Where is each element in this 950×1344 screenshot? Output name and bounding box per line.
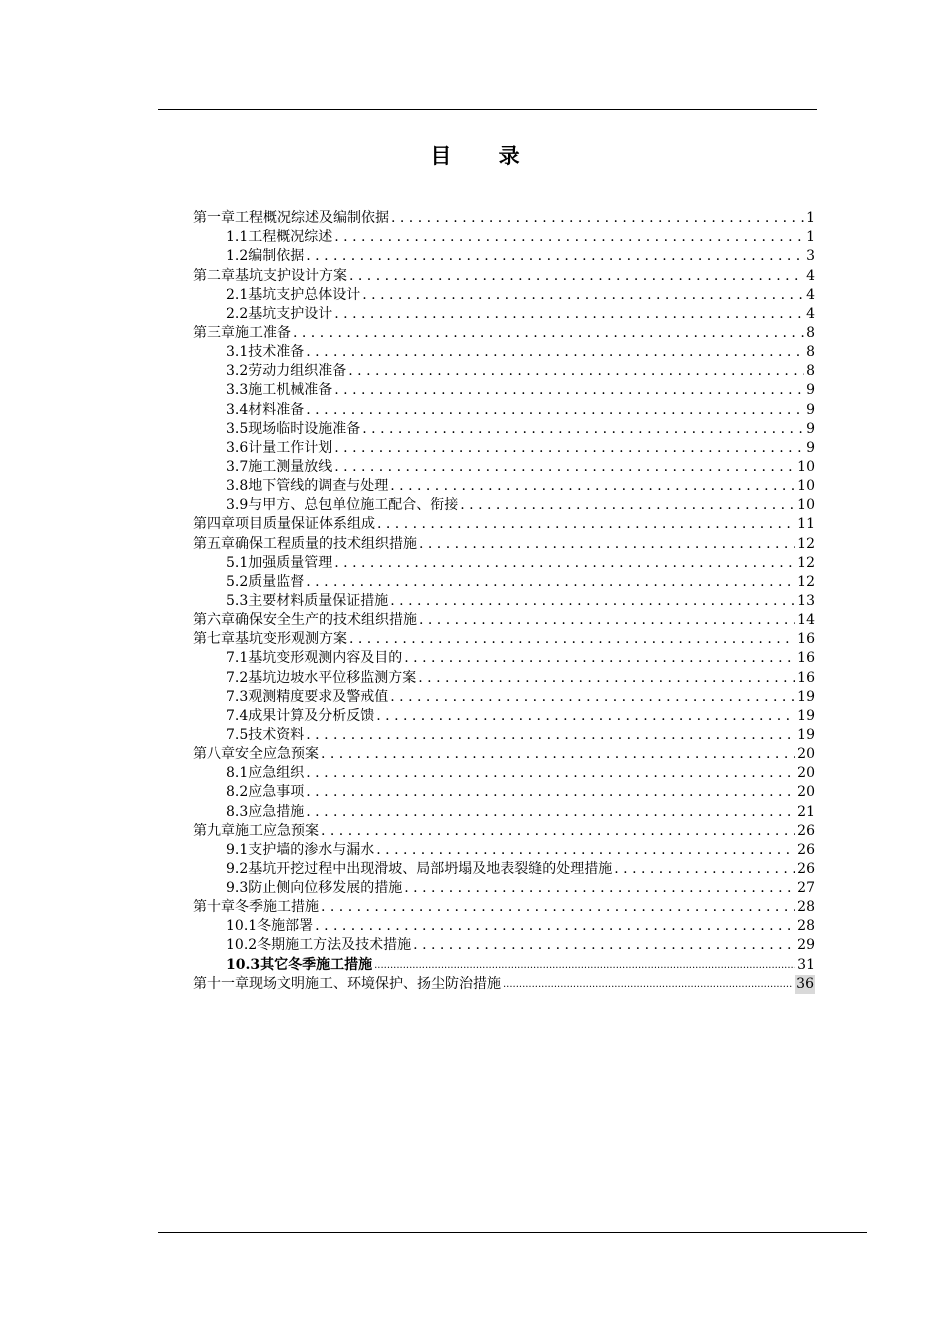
toc-entry-label: 项目质量保证体系组成 bbox=[235, 516, 375, 533]
toc-dot-leader bbox=[315, 917, 795, 936]
toc-entry-label: 材料准备 bbox=[248, 401, 305, 418]
toc-dot-leader bbox=[362, 420, 804, 439]
toc-section-entry[interactable] bbox=[193, 955, 815, 974]
toc-page-number: 13 bbox=[797, 592, 815, 609]
toc-page-number: 3 bbox=[806, 248, 815, 265]
toc-page-number: 31 bbox=[797, 956, 815, 973]
toc-page-number: 16 bbox=[797, 631, 815, 648]
toc-section-entry[interactable] bbox=[193, 764, 815, 783]
toc-chapter-entry[interactable] bbox=[193, 745, 815, 764]
toc-dot-leader bbox=[306, 803, 795, 822]
toc-section-number: 3.3 bbox=[226, 382, 249, 399]
toc-page-number: 21 bbox=[797, 803, 815, 820]
toc-entry-label: 观测精度要求及警戒值 bbox=[248, 688, 389, 705]
page-title: 目 录 bbox=[430, 144, 540, 168]
toc-section-entry[interactable] bbox=[193, 305, 815, 324]
toc-page-number: 36 bbox=[796, 975, 814, 992]
toc-dot-leader bbox=[413, 936, 795, 955]
toc-dot-leader bbox=[321, 822, 795, 841]
toc-section-number: 9.1 bbox=[226, 841, 249, 858]
toc-page-number: 9 bbox=[806, 382, 815, 399]
toc-dot-leader bbox=[306, 573, 795, 592]
toc-page-number: 9 bbox=[806, 420, 815, 437]
toc-page-number: 16 bbox=[797, 650, 815, 667]
toc-entry-label: 主要材料质量保证措施 bbox=[248, 592, 389, 609]
toc-entry-label: 施工准备 bbox=[235, 324, 291, 341]
toc-section-number: 3.5 bbox=[226, 420, 249, 437]
toc-dot-leader bbox=[362, 286, 804, 305]
toc-page-number: 19 bbox=[797, 726, 815, 743]
toc-section-number: 7.4 bbox=[226, 707, 249, 724]
toc-section-entry[interactable] bbox=[193, 726, 815, 745]
toc-entry-label: 施工应急预案 bbox=[235, 822, 319, 839]
toc-page-number: 27 bbox=[797, 880, 815, 897]
toc-section-entry[interactable] bbox=[193, 362, 815, 381]
toc-section-number: 1.1 bbox=[226, 229, 249, 246]
toc-section-number: 9.3 bbox=[226, 880, 249, 897]
toc-dot-leader bbox=[334, 381, 804, 400]
toc-section-entry[interactable] bbox=[193, 649, 815, 668]
toc-section-entry[interactable] bbox=[193, 707, 815, 726]
toc-dot-leader bbox=[614, 860, 795, 879]
toc-chapter-number: 第九章 bbox=[193, 822, 235, 839]
toc-page-number: 19 bbox=[797, 707, 815, 724]
toc-chapter-entry[interactable] bbox=[193, 515, 815, 534]
toc-section-number: 8.3 bbox=[226, 803, 249, 820]
toc-dot-leader bbox=[377, 515, 795, 534]
toc-section-number: 5.2 bbox=[226, 573, 249, 590]
toc-page-number: 8 bbox=[806, 324, 815, 341]
toc-section-entry[interactable] bbox=[193, 860, 815, 879]
toc-chapter-number: 第四章 bbox=[193, 516, 235, 533]
toc-page-number: 26 bbox=[797, 860, 815, 877]
toc-chapter-number: 第七章 bbox=[193, 631, 235, 648]
toc-entry-label: 支护墙的渗水与漏水 bbox=[248, 841, 375, 858]
toc-dot-leader bbox=[390, 477, 795, 496]
toc-dot-leader bbox=[306, 343, 804, 362]
toc-page-number: 9 bbox=[806, 401, 815, 418]
toc-section-entry[interactable] bbox=[193, 668, 815, 687]
toc-entry-label: 成果计算及分析反馈 bbox=[248, 707, 375, 724]
toc-entry-label: 基坑支护设计方案 bbox=[235, 267, 347, 284]
toc-section-number: 5.1 bbox=[226, 554, 249, 571]
toc-entry-label: 基坑变形观测方案 bbox=[235, 631, 347, 648]
toc-section-number: 3.9 bbox=[226, 497, 249, 514]
toc-entry-label: 质量监督 bbox=[248, 573, 305, 590]
header-rule bbox=[158, 109, 817, 110]
toc-page-number: 16 bbox=[797, 669, 815, 686]
toc-page-number: 8 bbox=[806, 363, 815, 380]
toc-page-number: 12 bbox=[797, 535, 815, 552]
toc-page-number: 9 bbox=[806, 439, 815, 456]
toc-entry-label: 基坑变形观测内容及目的 bbox=[248, 650, 403, 667]
toc-dot-leader bbox=[293, 324, 804, 343]
toc-entry-label: 应急组织 bbox=[248, 765, 305, 782]
toc-page-number: 10 bbox=[797, 497, 815, 514]
toc-entry-label: 基坑开挖过程中出现滑坡、局部坍塌及地表裂缝的处理措施 bbox=[248, 860, 613, 877]
toc-page-number: 28 bbox=[797, 899, 815, 916]
toc-section-number: 1.2 bbox=[226, 248, 249, 265]
toc-dot-leader bbox=[418, 669, 795, 688]
toc-dot-leader bbox=[306, 247, 804, 266]
toc-section-entry[interactable] bbox=[193, 573, 815, 592]
toc-entry-label: 现场文明施工、环境保护、扬尘防治措施 bbox=[249, 975, 501, 992]
toc-section-entry[interactable] bbox=[193, 458, 815, 477]
toc-section-number: 7.2 bbox=[226, 669, 249, 686]
toc-chapter-number: 第十一章 bbox=[193, 975, 249, 992]
toc-section-entry[interactable] bbox=[193, 381, 815, 400]
toc-entry-label: 现场临时设施准备 bbox=[248, 420, 361, 437]
toc-chapter-entry[interactable] bbox=[193, 611, 815, 630]
toc-page-number: 11 bbox=[797, 516, 815, 533]
toc-section-entry[interactable] bbox=[193, 420, 815, 439]
toc-chapter-number: 第十章 bbox=[193, 899, 235, 916]
toc-section-entry[interactable] bbox=[193, 228, 815, 247]
toc-chapter-entry[interactable] bbox=[193, 266, 815, 285]
toc-section-number: 2.2 bbox=[226, 305, 249, 322]
footer-rule bbox=[158, 1232, 867, 1233]
toc-dot-leader bbox=[334, 228, 804, 247]
toc-section-entry[interactable] bbox=[193, 841, 815, 860]
toc-page-number: 19 bbox=[797, 688, 815, 705]
toc-entry-label: 防止侧向位移发展的措施 bbox=[248, 880, 403, 897]
toc-chapter-number: 第五章 bbox=[193, 535, 235, 552]
toc-entry-label: 冬期施工方法及技术措施 bbox=[257, 937, 412, 954]
toc-page-number: 20 bbox=[797, 765, 815, 782]
toc-section-number: 10.3 bbox=[226, 956, 261, 973]
toc-section-entry[interactable] bbox=[193, 343, 815, 362]
toc-entry-label: 确保安全生产的技术组织措施 bbox=[235, 612, 417, 629]
toc-page-number: 4 bbox=[806, 267, 815, 284]
toc-dot-leader bbox=[404, 649, 795, 668]
toc-entry-label: 施工机械准备 bbox=[248, 382, 333, 399]
toc-section-entry[interactable] bbox=[193, 286, 815, 305]
toc-page-number: 12 bbox=[797, 554, 815, 571]
toc-section-number: 3.6 bbox=[226, 439, 249, 456]
toc-page-number: 20 bbox=[797, 746, 815, 763]
toc-section-entry[interactable] bbox=[193, 917, 815, 936]
toc-page-number: 14 bbox=[797, 612, 815, 629]
toc-entry-label: 应急措施 bbox=[248, 803, 305, 820]
toc-section-number: 3.2 bbox=[226, 363, 249, 380]
toc-section-entry[interactable] bbox=[193, 688, 815, 707]
toc-entry-label: 技术资料 bbox=[248, 726, 305, 743]
toc-chapter-entry[interactable] bbox=[193, 822, 815, 841]
toc-page-number: 1 bbox=[806, 210, 815, 227]
toc-page-number: 12 bbox=[797, 573, 815, 590]
toc-dot-leader bbox=[376, 707, 795, 726]
toc-page-number: 28 bbox=[797, 918, 815, 935]
toc-dot-leader bbox=[348, 362, 804, 381]
toc-section-entry[interactable] bbox=[193, 439, 815, 458]
toc-section-number: 7.5 bbox=[226, 726, 249, 743]
toc-dot-leader bbox=[390, 688, 795, 707]
toc-page-number: 29 bbox=[797, 937, 815, 954]
toc-dot-leader bbox=[334, 305, 804, 324]
toc-chapter-entry[interactable] bbox=[193, 209, 815, 228]
toc-dot-leader bbox=[390, 592, 795, 611]
toc-dot-leader bbox=[306, 764, 795, 783]
toc-entry-label: 应急事项 bbox=[248, 784, 305, 801]
toc-section-entry[interactable] bbox=[193, 783, 815, 802]
toc-page-number: 10 bbox=[797, 458, 815, 475]
toc-dot-leader bbox=[321, 898, 795, 917]
toc-dot-leader bbox=[391, 209, 804, 228]
toc-entry-label: 劳动力组织准备 bbox=[248, 363, 347, 380]
toc-dot-leader bbox=[376, 841, 795, 860]
toc-section-number: 10.1 bbox=[226, 918, 258, 935]
toc-dot-leader bbox=[306, 401, 804, 420]
toc-section-entry[interactable] bbox=[193, 400, 815, 419]
toc-entry-label: 其它冬季施工措施 bbox=[260, 956, 373, 973]
toc-entry-label: 地下管线的调查与处理 bbox=[248, 478, 389, 495]
toc-section-number: 2.1 bbox=[226, 286, 249, 303]
toc-chapter-entry[interactable] bbox=[193, 898, 815, 917]
toc-chapter-number: 第一章 bbox=[193, 210, 235, 227]
toc-dot-leader bbox=[321, 745, 795, 764]
toc-chapter-number: 第八章 bbox=[193, 746, 235, 763]
toc-section-number: 3.1 bbox=[226, 344, 249, 361]
toc-section-entry[interactable] bbox=[193, 554, 815, 573]
toc-dot-leader bbox=[334, 554, 795, 573]
toc-section-number: 8.1 bbox=[226, 765, 249, 782]
toc-section-entry[interactable] bbox=[193, 802, 815, 821]
toc-section-entry[interactable] bbox=[193, 477, 815, 496]
toc-dot-leader bbox=[306, 783, 795, 802]
toc-entry-label: 计量工作计划 bbox=[248, 439, 333, 456]
toc-section-number: 10.2 bbox=[226, 937, 258, 954]
toc-section-entry[interactable] bbox=[193, 247, 815, 266]
toc-chapter-entry[interactable] bbox=[193, 324, 815, 343]
toc-chapter-entry[interactable] bbox=[193, 630, 815, 649]
toc-page-number: 26 bbox=[797, 822, 815, 839]
toc-section-number: 8.2 bbox=[226, 784, 249, 801]
toc-section-entry[interactable] bbox=[193, 879, 815, 898]
toc-chapter-entry[interactable] bbox=[193, 975, 815, 994]
toc-entry-label: 冬施部署 bbox=[257, 918, 314, 935]
toc-entry-label: 与甲方、总包单位施工配合、衔接 bbox=[248, 497, 459, 514]
toc-dot-leader bbox=[349, 267, 804, 286]
toc-chapter-entry[interactable] bbox=[193, 534, 815, 553]
toc-dot-leader bbox=[349, 630, 795, 649]
toc-section-entry[interactable] bbox=[193, 496, 815, 515]
toc-entry-label: 冬季施工措施 bbox=[235, 899, 319, 916]
toc-chapter-number: 第三章 bbox=[193, 324, 235, 341]
toc-entry-label: 基坑支护设计 bbox=[248, 305, 333, 322]
toc-entry-label: 基坑边坡水平位移监测方案 bbox=[248, 669, 417, 686]
toc-chapter-number: 第二章 bbox=[193, 267, 235, 284]
toc-section-number: 9.2 bbox=[226, 860, 249, 877]
toc-dot-leader bbox=[334, 458, 795, 477]
toc-entry-label: 工程概况综述及编制依据 bbox=[235, 210, 389, 227]
toc-dot-leader bbox=[404, 879, 795, 898]
toc-page-number: 8 bbox=[806, 344, 815, 361]
toc-entry-label: 基坑支护总体设计 bbox=[248, 286, 361, 303]
toc-entry-label: 技术准备 bbox=[248, 344, 305, 361]
toc-chapter-number: 第六章 bbox=[193, 612, 235, 629]
toc-entry-label: 加强质量管理 bbox=[248, 554, 333, 571]
toc-page-number: 26 bbox=[797, 841, 815, 858]
toc-page-number: 10 bbox=[797, 478, 815, 495]
table-of-contents bbox=[193, 209, 815, 994]
toc-dot-leader bbox=[334, 439, 804, 458]
toc-dot-leader bbox=[419, 535, 795, 554]
toc-entry-label: 编制依据 bbox=[248, 248, 305, 265]
toc-dot-leader bbox=[503, 975, 793, 994]
toc-page-number: 20 bbox=[797, 784, 815, 801]
toc-section-number: 3.4 bbox=[226, 401, 249, 418]
toc-section-number: 7.3 bbox=[226, 688, 249, 705]
toc-section-number: 7.1 bbox=[226, 650, 249, 667]
toc-entry-label: 确保工程质量的技术组织措施 bbox=[235, 535, 417, 552]
toc-entry-label: 工程概况综述 bbox=[248, 229, 333, 246]
toc-page-number: 4 bbox=[806, 286, 815, 303]
toc-dot-leader bbox=[374, 955, 795, 974]
toc-dot-leader bbox=[460, 496, 795, 515]
toc-section-number: 5.3 bbox=[226, 592, 249, 609]
toc-entry-label: 施工测量放线 bbox=[248, 458, 333, 475]
toc-section-entry[interactable] bbox=[193, 592, 815, 611]
toc-dot-leader bbox=[419, 611, 795, 630]
toc-section-number: 3.8 bbox=[226, 478, 249, 495]
toc-page-number: 1 bbox=[806, 229, 815, 246]
toc-dot-leader bbox=[306, 726, 795, 745]
toc-section-number: 3.7 bbox=[226, 458, 249, 475]
toc-page-number: 4 bbox=[806, 305, 815, 322]
toc-section-entry[interactable] bbox=[193, 936, 815, 955]
toc-entry-label: 安全应急预案 bbox=[235, 746, 319, 763]
